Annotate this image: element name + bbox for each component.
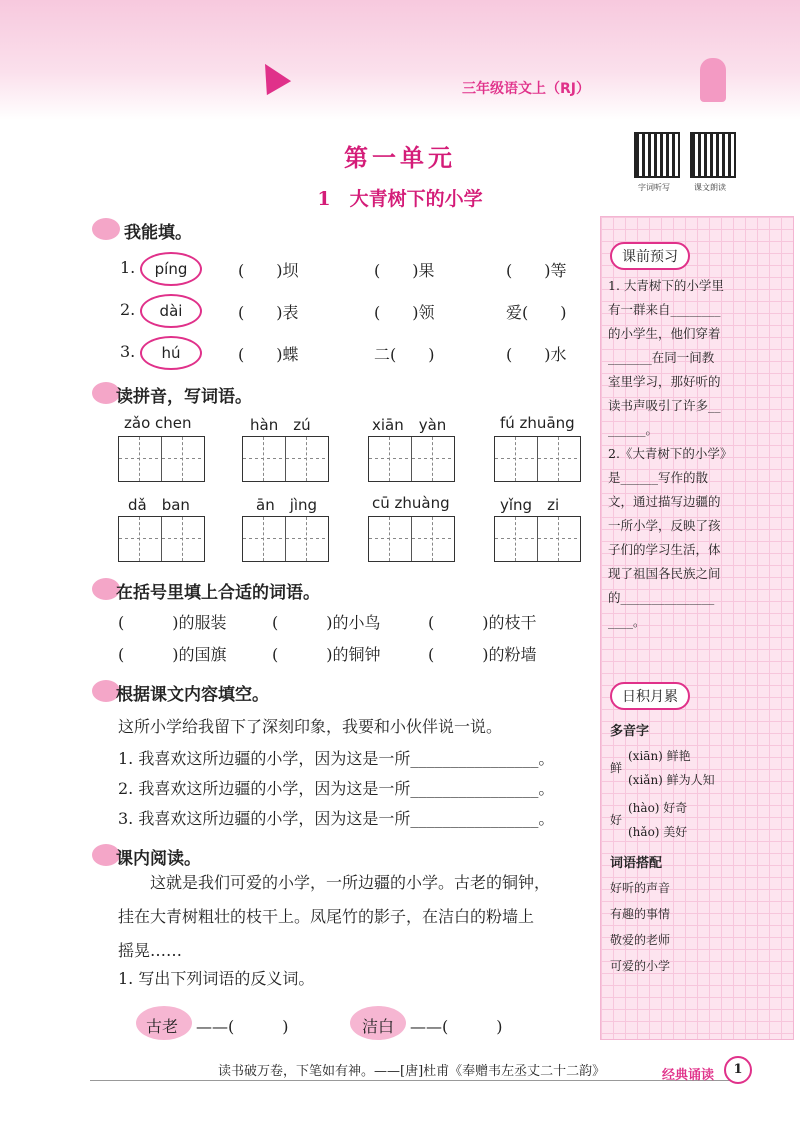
page-number: 1 [724,1056,752,1084]
section-1-title: 我能填。 [124,223,192,243]
section-2-title: 读拼音，写词语。 [116,387,252,407]
grade-label: 三年级语文上（RJ） [462,81,590,97]
fill-item[interactable]: ( )的服装 [118,613,227,632]
fill-line[interactable]: 3. 我喜欢这所边疆的小学，因为这是一所________________。 [118,809,555,828]
writing-grid[interactable] [242,436,329,482]
preview-tag: 课前预习 [610,242,690,270]
fill-item[interactable]: ( )的国旗 [118,645,227,664]
pinyin-label: dǎ ban [128,496,190,514]
footer-tag: 经典诵读 [662,1068,715,1083]
writing-grid[interactable] [118,516,205,562]
footer-divider [90,1080,730,1081]
writing-grid[interactable] [494,436,581,482]
pinyin-label: hàn zú [250,416,311,434]
polyphone-char: 鲜 [610,761,623,775]
question-number: 3. [120,342,136,361]
fill-item[interactable]: ( )表 [238,303,299,322]
pinyin-oval: dài [140,294,202,328]
polyphone-char: 好 [610,813,623,827]
accumulate-tag: 日积月累 [610,682,690,710]
qr-code-reading[interactable] [690,132,736,178]
sidebar-preview-text: 1. 大青树下的小学里 有一群来自________ 的小学生，他们穿着 _______在同一间教 室里学习，那好听的 读书声吸引了许多__ ______。 2.《大青树下的小学》 是______写作的散 文，通过描写边疆的 一所小学，反映了孩 子们的学习生活，体 现了祖国各民族之间 的_______________ ____。 [608,278,733,629]
fill-item[interactable]: ——( ) [196,1017,289,1036]
reading-paragraph: 挂在大青树粗壮的枝干上。凤尾竹的影子，在洁白的粉墙上 [118,907,535,926]
header-banner [0,0,800,120]
word-label: 古老 [146,1017,179,1036]
pinyin-oval: hú [140,336,202,370]
unit-title: 第一单元 [344,143,456,172]
qr-caption: 字词听写 [638,183,670,192]
fill-item[interactable]: ( )的小鸟 [272,613,381,632]
pinyin-label: zǎo chen [124,414,192,432]
fill-item[interactable]: ( )等 [506,261,567,280]
pinyin-label: fú zhuāng [500,414,575,432]
pinyin-label: ān jìng [256,496,318,514]
phrase-heading: 词语搭配 [610,856,663,871]
qr-code-dictation[interactable] [634,132,680,178]
fill-item[interactable]: ( )的粉墙 [428,645,537,664]
fill-item[interactable]: 二( ) [374,345,435,364]
writing-grid[interactable] [368,436,455,482]
section-5-title: 课内阅读。 [116,849,201,869]
footer-quote: 读书破万卷，下笔如有神。——[唐]杜甫《奉赠韦左丞丈二十二韵》 [218,1064,606,1079]
fill-item[interactable]: ——( ) [410,1017,503,1036]
fill-item[interactable]: ( )蝶 [238,345,299,364]
phrase-item: 敬爱的老师 [610,933,671,947]
word-label: 洁白 [362,1017,395,1036]
section-4-title: 根据课文内容填空。 [116,685,269,705]
writing-grid[interactable] [242,516,329,562]
polyphone-line: (hǎo) 美好 [628,825,688,839]
phrase-item: 好听的声音 [610,881,671,895]
lesson-title: 1 大青树下的小学 [317,188,483,210]
section-badge-1 [92,218,120,240]
polyphone-line: (xiǎn) 鲜为人知 [628,773,715,787]
fill-item[interactable]: ( )坝 [238,261,299,280]
polyphone-line: (xiān) 鲜艳 [628,749,691,763]
question-number: 1. [120,258,136,277]
child-figure-icon [700,58,726,102]
fill-item[interactable]: ( )的枝干 [428,613,537,632]
phrase-item: 有趣的事情 [610,907,671,921]
question-number: 2. [120,300,136,319]
intro-text: 这所小学给我留下了深刻印象，我要和小伙伴说一说。 [118,717,503,736]
writing-grid[interactable] [368,516,455,562]
pinyin-label: yǐng zi [500,496,560,514]
fill-item[interactable]: ( )的铜钟 [272,645,381,664]
pinyin-label: xiān yàn [372,416,447,434]
fill-item[interactable]: ( )果 [374,261,435,280]
qr-caption: 课文朗读 [694,183,726,192]
fill-line[interactable]: 2. 我喜欢这所边疆的小学，因为这是一所________________。 [118,779,555,798]
polyphone-line: (hào) 好奇 [628,801,688,815]
writing-grid[interactable] [494,516,581,562]
fill-line[interactable]: 1. 我喜欢这所边疆的小学，因为这是一所________________。 [118,749,555,768]
phrase-item: 可爱的小学 [610,959,671,973]
fill-item[interactable]: 爱( ) [506,303,567,322]
reading-paragraph: 摇晃…… [118,941,183,960]
pinyin-label: cū zhuàng [372,494,450,512]
reading-paragraph: 这就是我们可爱的小学，一所边疆的小学。古老的铜钟， [118,873,551,892]
question-text: 1. 写出下列词语的反义词。 [118,969,315,988]
writing-grid[interactable] [118,436,205,482]
pinyin-oval: píng [140,252,202,286]
section-3-title: 在括号里填上合适的词语。 [116,583,320,603]
fill-item[interactable]: ( )领 [374,303,435,322]
fill-item[interactable]: ( )水 [506,345,567,364]
polyphone-heading: 多音字 [610,724,650,739]
